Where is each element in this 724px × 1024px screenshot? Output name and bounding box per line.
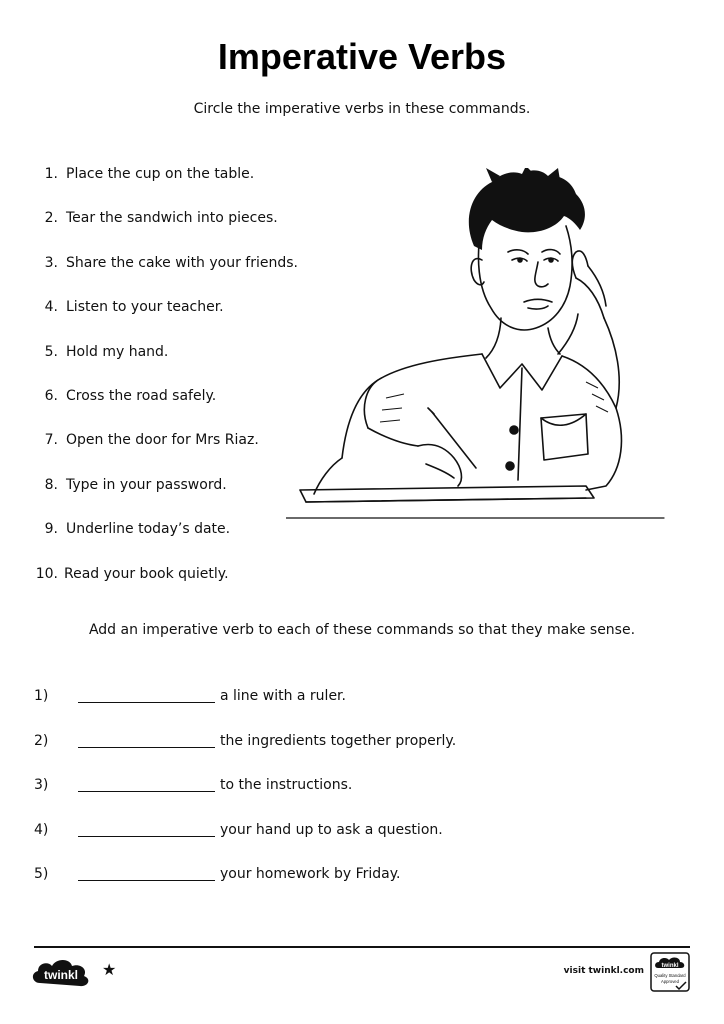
item-number: 2.: [44, 210, 58, 227]
command-list: [36, 166, 298, 610]
item-number: 5.: [44, 343, 58, 360]
list-item: [36, 477, 298, 521]
item-number: 5): [34, 866, 49, 882]
item-number: 10.: [35, 565, 58, 582]
badge-logo-text: twinkl: [661, 963, 679, 969]
boy-thinking-illustration: [286, 168, 666, 524]
list-item: [36, 166, 298, 210]
answer-blank[interactable]: [78, 777, 215, 792]
command-text: Cross the road safely.: [66, 387, 217, 404]
command-text: your hand up to ask a question.: [220, 821, 443, 838]
list-item: [36, 521, 298, 565]
list-item: [34, 866, 456, 911]
logo-text: twinkl: [43, 968, 79, 982]
list-item: [36, 566, 298, 610]
item-number: 4.: [44, 299, 58, 316]
star-icon: ★: [102, 960, 117, 979]
twinkl-logo[interactable]: [30, 955, 94, 989]
list-item: [36, 388, 298, 432]
command-text: to the instructions.: [220, 777, 353, 793]
item-number: 1): [34, 688, 49, 704]
list-item: [34, 822, 456, 867]
answer-blank[interactable]: [78, 822, 215, 837]
command-text: Underline today’s date.: [66, 521, 231, 538]
instruction-circle: Circle the imperative verbs in these commands.: [193, 101, 531, 117]
list-item: [36, 432, 298, 476]
item-number: 3.: [44, 254, 58, 271]
visit-link[interactable]: visit twinkl.com: [563, 966, 644, 976]
instruction-add: Add an imperative verb to each of these commands so that they make sense.: [88, 622, 636, 638]
command-text: Hold my hand.: [66, 343, 169, 360]
command-text: Listen to your teacher.: [66, 299, 224, 316]
page-title: Imperative Verbs: [217, 36, 507, 77]
item-number: 3): [34, 777, 49, 793]
item-number: 6.: [44, 387, 58, 404]
badge-line-1: Quality Standard: [654, 973, 686, 978]
command-text: Open the door for Mrs Riaz.: [66, 432, 259, 449]
answer-blank[interactable]: [78, 733, 215, 748]
list-item: [34, 777, 456, 822]
item-number: 9.: [44, 521, 58, 538]
list-item: [36, 299, 298, 343]
item-number: 2): [34, 732, 49, 749]
command-text: Tear the sandwich into pieces.: [66, 210, 278, 227]
command-text: Place the cup on the table.: [66, 166, 255, 182]
quality-standard-badge: [650, 952, 690, 992]
list-item: [34, 733, 456, 778]
item-number: 8.: [44, 476, 58, 493]
item-number: 1.: [44, 166, 58, 182]
command-text: Type in your password.: [66, 476, 227, 493]
command-text: Share the cake with your friends.: [66, 254, 298, 271]
list-item: [34, 688, 456, 733]
answer-blank[interactable]: [78, 866, 215, 881]
list-item: [36, 344, 298, 388]
list-item: [36, 210, 298, 254]
command-text: a line with a ruler.: [220, 688, 346, 704]
command-text: Read your book quietly.: [64, 565, 229, 582]
fill-in-list: [34, 688, 456, 911]
command-text: your homework by Friday.: [220, 866, 401, 882]
footer-divider: [34, 946, 690, 948]
item-number: 7.: [44, 432, 58, 449]
list-item: [36, 255, 298, 299]
item-number: 4): [34, 821, 49, 838]
command-text: the ingredients together properly.: [220, 732, 457, 749]
answer-blank[interactable]: [78, 688, 215, 703]
badge-line-2: Approved: [661, 979, 679, 984]
